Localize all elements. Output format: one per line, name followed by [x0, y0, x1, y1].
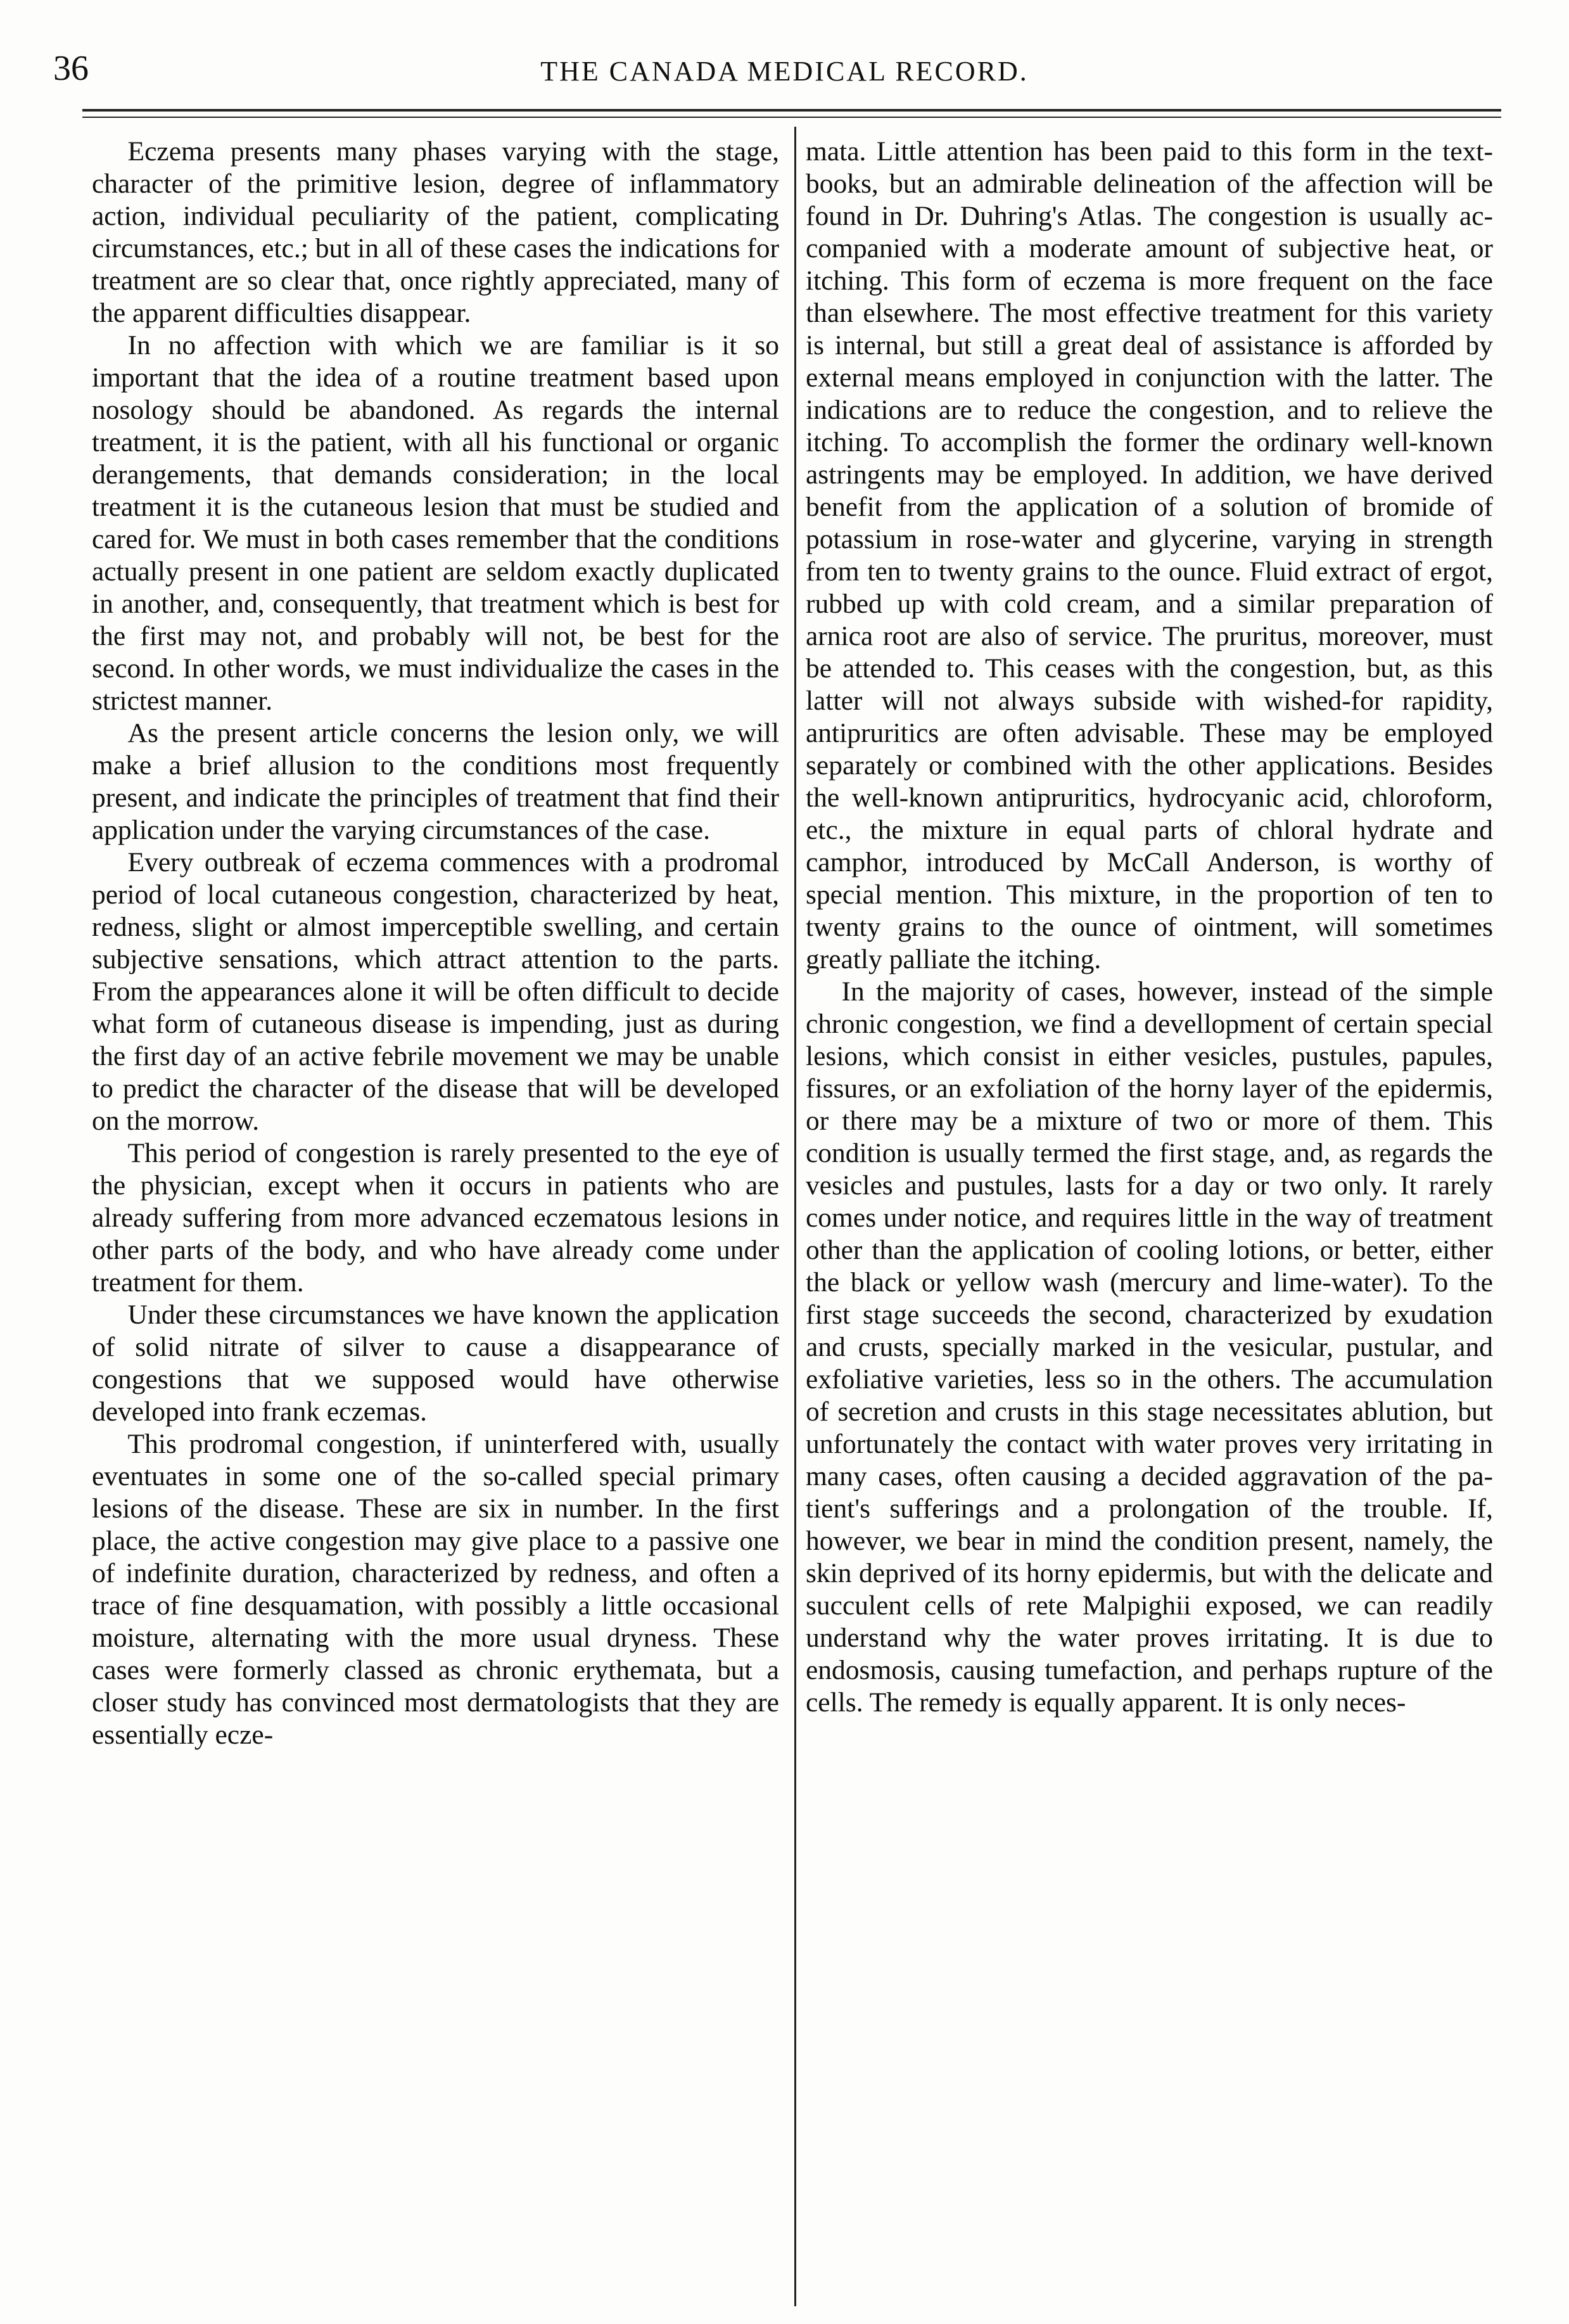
- right-column: [806, 136, 1493, 2302]
- paragraph: In no affection with which we are familiar is it so important that the idea of a routine treatment based upon nosology should be abandoned. As regards the internal treatment, it is the patient, with all his functional or organic derangements, that demands consideration; in the local treatment it is the cutaneous lesion that must be studied and cared for. We must in both cases remember that the conditions actually present in one patient are seldom exactly duplicated in another, and, consequently, that treatment which is best for the first may not, and probably will not, be best for the second. In other words, we must individualize the cases in the strictest manner.: [92, 330, 779, 716]
- header-rule-thin: [82, 117, 1501, 118]
- paragraph: This period of congestion is rarely presented to the eye of the physician, except when it occurs in patients who are already suffering from more advanced eczematous lesions in other parts of the body, and who have already come under treatment for them.: [92, 1138, 779, 1298]
- column-divider: [794, 127, 796, 2306]
- paragraph: Eczema presents many phases varying with the stage, character of the primitive lesion, degree of inflammatory action, individual peculiarity of the patient, complicating circumstances, etc.; but in all of these cases the indications for treatment are so clear that, once rightly appreciated, many of the apparent difficulties disappear.: [92, 136, 779, 328]
- paragraph: mata. Little attention has been paid to this form in the text-books, but an admirable delineation of the affection will be found in Dr. Duhring's Atlas. The congestion is usually accompanied with a moderate amount of subjective heat, or itching. This form of eczema is more frequent on the face than elsewhere. The most effective treatment for this variety is internal, but still a great deal of assistance is afforded by external means employed in conjunction with the latter. The indications are to reduce the congestion, and to relieve the itching. To accomplish the former the ordinary well-known astringents may be employed. In addition, we have derived benefit from the application of a solution of bromide of potassium in rose-water and glycerine, varying in strength from ten to twenty grains to the ounce. Fluid extract of ergot, rubbed up with cold cream, and a similar preparation of arnica root are also of service. The pruritus, moreover, must be attended to. This ceases with the congestion, but, as this latter will not always subside with wished-for rapidity, antipruritics are often advisable. These may be employed separately or combined with the other applications. Besides the well-known antipruritics, hydrocyanic acid, chloroform, etc., the mixture in equal parts of chloral hydrate and camphor, introduced by McCall Anderson, is worthy of special mention. This mixture, in the proportion of ten to twenty grains to the ounce of ointment, will sometimes greatly palliate the itching.: [806, 136, 1493, 974]
- paragraph: Every outbreak of eczema commences with a prodromal period of local cutaneous congestion, characterized by heat, redness, slight or almost imperceptible swelling, and certain subjective sensations, which attract attention to the parts. From the appearances alone it will be often difficult to decide what form of cutaneous disease is impending, just as during the first day of an active febrile movement we may be unable to predict the character of the disease that will be developed on the morrow.: [92, 847, 779, 1136]
- paragraph: This prodromal congestion, if uninterfered with, usually eventuates in some one of the so-called special primary lesions of the disease. These are six in number. In the first place, the active congestion may give place to a passive one of indefinite duration, characterized by redness, and often a trace of fine desquamation, with possibly a little occasional moisture, alternating with the more usual dryness. These cases were formerly classed as chronic erythemata, but a closer study has convinced most dermatologists that they are essentially ecze-: [92, 1429, 779, 1750]
- paragraph: As the present article concerns the lesion only, we will make a brief allusion to the conditions most frequently present, and indicate the principles of treatment that find their application under the varying circumstances of the case.: [92, 718, 779, 845]
- page-number: 36: [53, 49, 89, 88]
- left-column: [92, 136, 779, 2302]
- paragraph: Under these circumstances we have known the application of solid nitrate of silver to cause a disappearance of congestions that we supposed would have otherwise developed into frank eczemas.: [92, 1299, 779, 1427]
- running-head: THE CANADA MEDICAL RECORD.: [540, 56, 1029, 87]
- header-rule-thick: [82, 109, 1501, 112]
- page-header: [0, 0, 1569, 127]
- paragraph: In the majority of cases, however, instead of the simple chronic congestion, we find a devellopment of certain special lesions, which consist in either vesicles, pustules, papules, fissures, or an exfoliation of the horny layer of the epidermis, or there may be a mixture of two or more of them. This condition is usually termed the first stage, and, as regards the vesicles and pustules, lasts for a day or two only. It rarely comes under notice, and requires little in the way of treatment other than the application of cooling lotions, or better, either the black or yellow wash (mercury and lime-water). To the first stage succeeds the second, characterized by exudation and crusts, specially marked in the vesicular, pustular, and exfoliative varieties, less so in the others. The accumulation of secretion and crusts in this stage necessitates ablution, but unfortunately the contact with water proves very irritating in many cases, often causing a decided aggravation of the patient's sufferings and a prolongation of the trouble. If, however, we bear in mind the condition present, namely, the skin deprived of its horny epidermis, but with the delicate and succulent cells of rete Malpighii exposed, we can readily understand why the water proves irritating. It is due to endosmosis, causing tumefaction, and perhaps rupture of the cells. The remedy is equally apparent. It is only neces-: [806, 976, 1493, 1718]
